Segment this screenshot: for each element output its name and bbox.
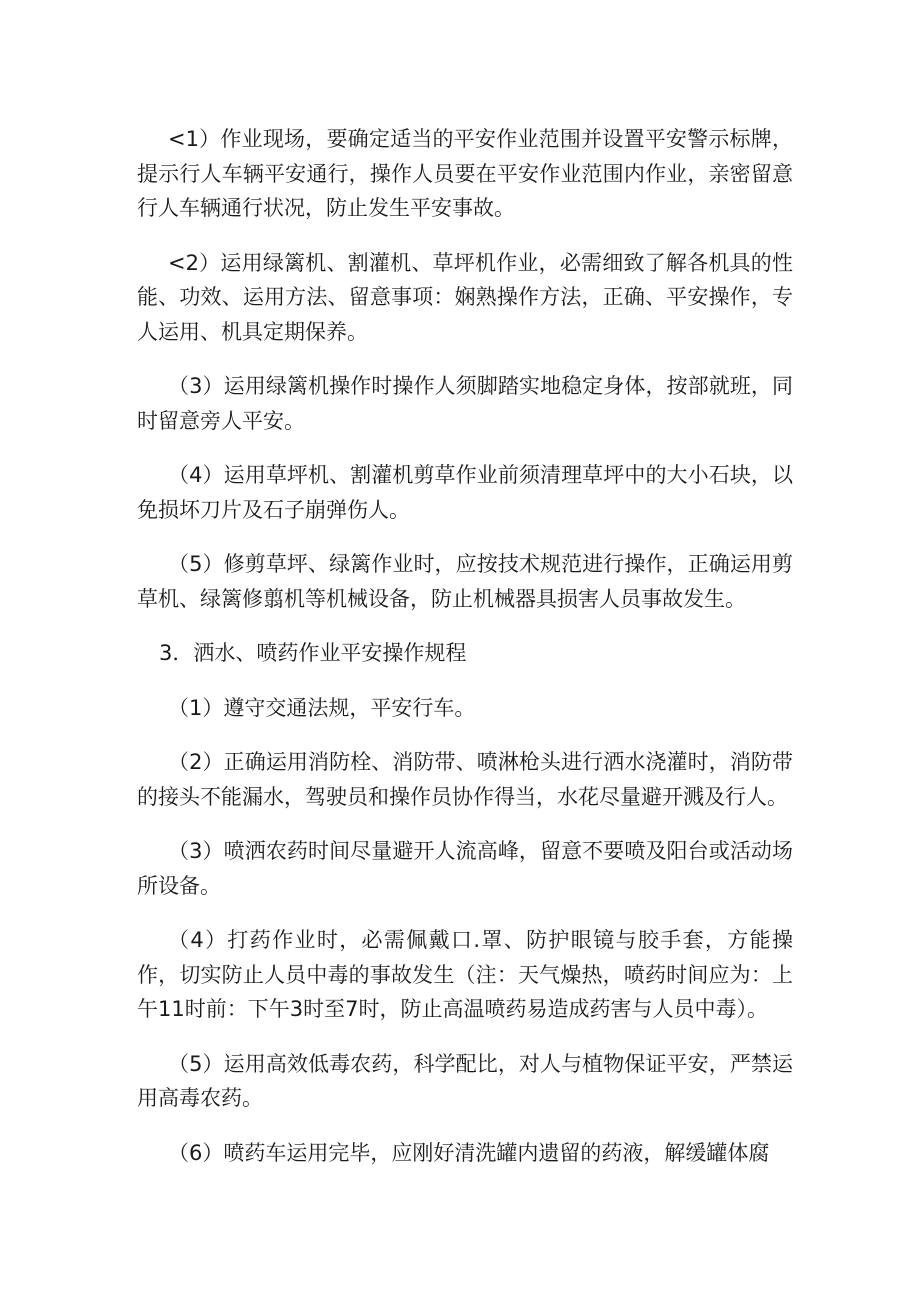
paragraph-protection: （4）打药作业时，必需佩戴口.罩、防护眼镜与胶手套，方能操作，切实防止人员中毒的事故发生（注：天气燥热，喷药时间应为：上午11时前：下午3时至7时，防止高温喷药易造成药害与人员中毒）。	[137, 928, 793, 1021]
paragraph-lawn-mower: （4）运用草坪机、割灌机剪草作业前须清理草坪中的大小石块，以免损坏刀片及石子崩弹伤人。	[137, 463, 793, 522]
paragraph-watering: （2）正确运用消防栓、消防带、喷淋枪头进行洒水浇灌时，消防带的接头不能漏水，驾驶员和操作员协作得当，水花尽量避开溅及行人。	[137, 750, 793, 809]
section-heading-spraying: 3．洒水、喷药作业平安操作规程	[159, 641, 467, 665]
paragraph-pesticide-timing: （3）喷洒农药时间尽量避开人流高峰，留意不要喷及阳台或活动场所设备。	[137, 839, 793, 898]
paragraph-low-toxicity: （5）运用高效低毒农药，科学配比，对人与植物保证平安，严禁运用高毒农药。	[137, 1051, 793, 1110]
paragraph-trimming: （5）修剪草坪、绿篱作业时，应按技术规范进行操作，正确运用剪草机、绿篱修翦机等机械设备，防止机械器具损害人员事故发生。	[137, 552, 793, 611]
document-body	[137, 122, 793, 1190]
paragraph-machine-usage: <2）运用绿篱机、割灌机、草坪机作业，必需细致了解各机具的性能、功效、运用方法、留意事项：娴熟操作方法，正确、平安操作，专人运用、机具定期保养。	[137, 250, 793, 344]
paragraph-hedge-trimmer: （3）运用绿篱机操作时操作人须脚踏实地稳定身体，按部就班，同时留意旁人平安。	[137, 374, 793, 433]
paragraph-work-site: <1）作业现场，要确定适当的平安作业范围并设置平安警示标牌，提示行人车辆平安通行，操作人员要在平安作业范围内作业，亲密留意行人车辆通行状况，防止发生平安事故。	[137, 127, 793, 220]
paragraph-traffic: （1）遵守交通法规，平安行车。	[168, 695, 476, 720]
paragraph-cleaning: （6）喷药车运用完毕，应刚好清洗罐内遗留的药液，解缓罐体腐	[168, 1140, 770, 1165]
